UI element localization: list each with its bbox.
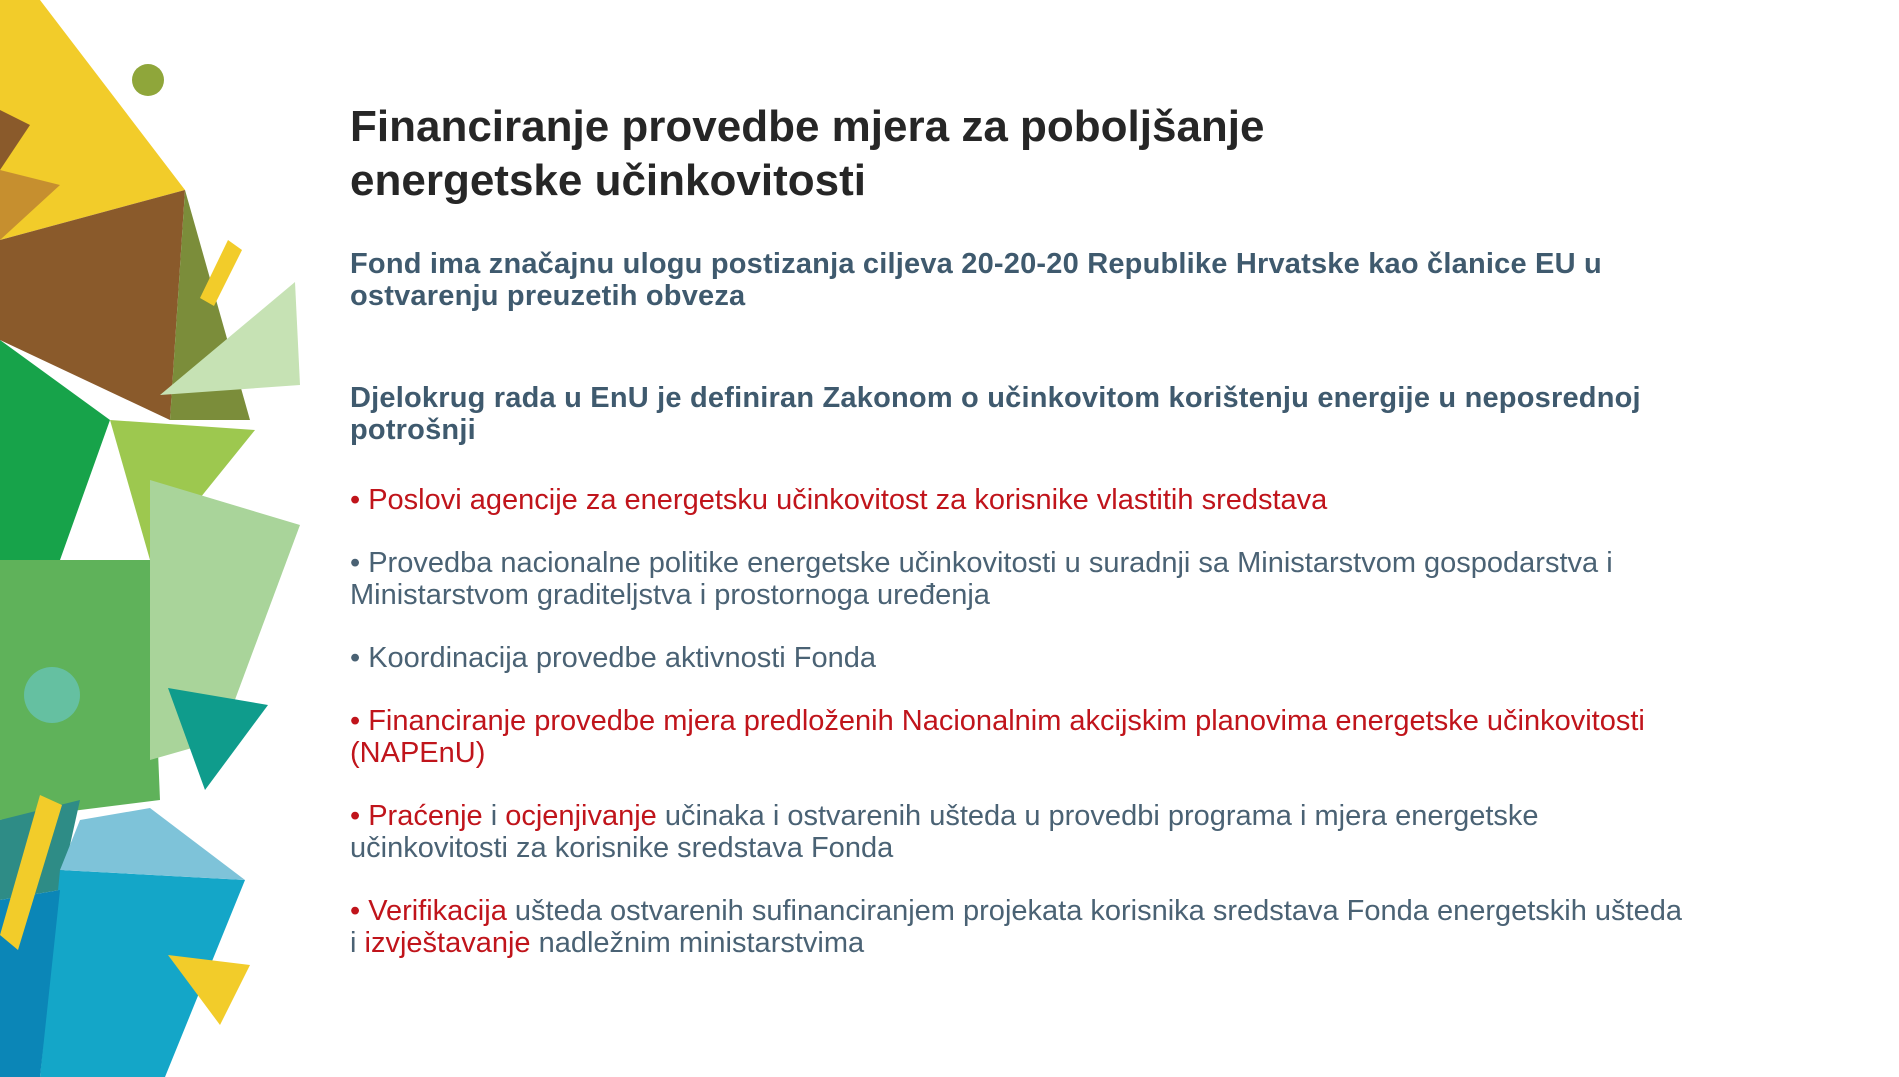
scope-paragraph: Djelokrug rada u EnU je definiran Zakonom o učinkovitom korištenju energije u neposrednoj potrošnji [350,382,1641,446]
decorative-polygon-art [0,0,320,1077]
bullet-item-agency [350,484,1690,516]
title-line-2: energetske učinkovitosti [350,156,866,205]
olive-dot [132,64,164,96]
bullet-national-policy-text: • Provedba nacionalne politike energetske učinkovitosti u suradnji sa Ministarstvom gospodarstva i Ministarstvom graditeljstva i prostornoga uređenja [350,547,1613,611]
title-line-1: Financiranje provedbe mjera za poboljšanje [350,102,1265,151]
bullet-item-financing [350,705,1690,769]
slide-content [350,100,1690,959]
bullet-agency-text: • Poslovi agencije za energetsku učinkovitost za korisnike vlastitih sredstava [350,484,1328,516]
bullet-financing-text: • Financiranje provedbe mjera predloženih Nacionalnim akcijskim planovima energetske učinkovitosti (NAPEnU) [350,705,1645,769]
mid-green-polygon [0,560,160,820]
bullet-evaluation-keyword: ocjenjivanje [505,800,657,832]
bullet-monitoring-conjunction: i [482,800,506,832]
bullet-reporting-text: nadležnim ministarstvima [530,927,865,959]
bullet-list [350,484,1690,959]
bullet-monitoring-text: učinaka i ostvarenih ušteda u provedbi programa i mjera energetske učinkovitosti za korisnike sredstava Fonda [350,800,1539,864]
sky-triangle [60,808,245,880]
slide-title [350,100,1690,208]
bullet-item-national-policy [350,547,1690,611]
bullet-coordination-text: • Koordinacija provedbe aktivnosti Fonda [350,642,877,674]
bullet-verification-keyword: • Verifikacija [350,895,507,927]
teal-dot [24,667,80,723]
bullet-reporting-keyword: izvještavanje [364,927,531,959]
bullet-item-monitoring [350,800,1690,864]
intro-paragraph: Fond ima značajnu ulogu postizanja ciljeva 20-20-20 Republike Hrvatske kao članice EU u ostvarenju preuzetih obveza [350,248,1602,312]
bullet-item-verification [350,895,1690,959]
bullet-item-coordination [350,642,1690,674]
bullet-monitoring-keyword: • Praćenje [350,800,483,832]
bullet-verification-text: ušteda ostvarenih sufinanciranjem projekata korisnika sredstava Fonda energetskih ušteda i [350,895,1682,959]
